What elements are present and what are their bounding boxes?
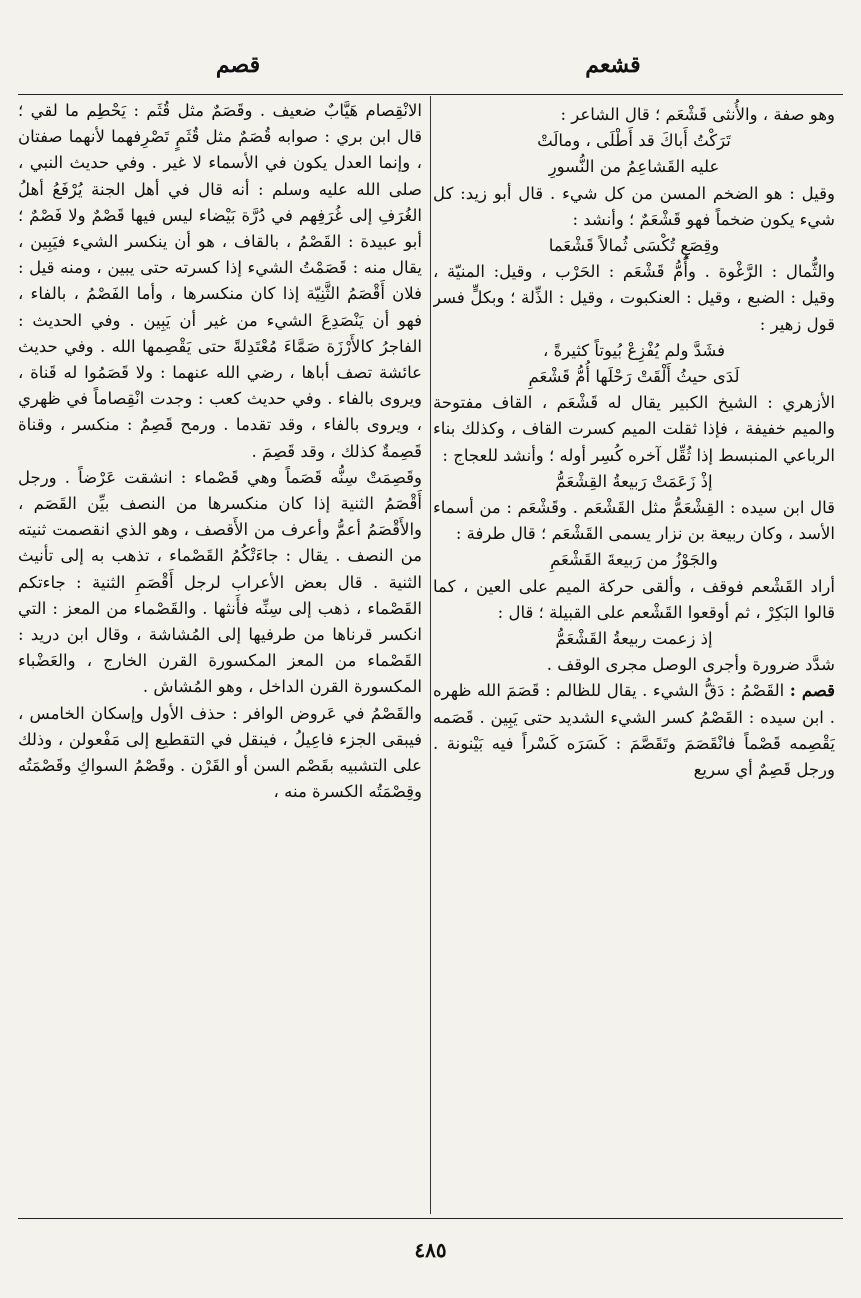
- verse-line: عليه القَشاعِمُ من النُّسورِ: [548, 157, 720, 177]
- text-paragraph: الأزهري : الشيخ الكبير يقال له قَشْعَم ، القاف مفتوحة والميم خفيفة ، فإذا ثقلت الميم كسرت القاف ، وكذلك بناء الرباعي المنبسط إذا ثُقِّل آخره كُسِر أوله ؛ وأنشد للعجاج :: [433, 393, 835, 465]
- right-column: [433, 96, 835, 1220]
- left-column: [18, 96, 422, 1216]
- verse-line: إذ زعمت ربيعةُ القَشْعَمُّ: [555, 629, 713, 649]
- text-paragraph: الانْقِصام هَيَّابٌ ضعيف . وقَصَمٌ مثل قُثَم : يَحْطِم ما لقي ؛ قال ابن بري : صوابه قُصَمٌ مثل قُثَمٍ تَصْرِفهما لأنهما صفتان ، وإنما العدل يكون في الأسماء لا غير . وفي حديث النبي ، صلى الله عليه وسلم : أنه قال في أهل الجنة يُرْفَعُ أهلُ الغُرَفِ إلى غُرَفِهم في دُرَّة بَيْضاء ليس فيها قَصْمٌ ولا فَصْمٌ ؛ أبو عبيدة : القَصْمُ ، بالقاف ، هو أن ينكسر الشيء فيَبِين ، يقال منه : قَصَمْتُ الشيء إذا كسرته حتى يبين ، ومنه قيل : فلان أَقْصَمُ الثَّنِيّة إذا كان منكسرها ، وأما الفَصْمُ ، بالفاء ، فهو أن يَنْصَدِعَ الشيء من غير أن يَبِين . وفي الحديث : الفاجرُ كالأَرْزَة صَمَّاءَ مُعْتَدِلةً حتى يَقْصِمها الله . وفي حديث عائشة تصف أباها ، رضي الله عنهما : ولا قَصَمُوا له قَناة ، ويروى بالفاء . وفي حديث كعب : وجدت انْقِصاماً في ظهري ، ويروى بالفاء ، وقد تقدما . ورمح قَصِمٌ : منكسر ، وقناة قَصِمةٌ كذلك ، وقد قَصِمَ .: [18, 101, 422, 461]
- entry-headword: قصم :: [789, 681, 835, 701]
- text-paragraph: قال ابن سيده : القِشْعَمُّ مثل القَشْعَم . وقَشْعَم : من أسماء الأسد ، وكان ربيعة بن نزار يسمى القَشْعَم ؛ قال طرفة :: [433, 498, 835, 544]
- page-header: [18, 42, 843, 95]
- left-running-headword: قصم: [215, 52, 261, 78]
- verse-line: فشَدَّ ولم يُفْزِعْ بُيوتاً كثيرةً ،: [543, 340, 725, 360]
- right-running-headword: قشعم: [585, 52, 641, 78]
- text-paragraph: أراد القَشْعم فوقف ، وألقى حركة الميم على العين ، كما قالوا البَكِرْ ، ثم أوقعوا القَشْعم على القبيلة ؛ قال :: [433, 576, 835, 622]
- page-number: ٤٨٥: [414, 1238, 447, 1262]
- footer-rule: [18, 1218, 843, 1221]
- text-columns: [18, 96, 843, 1214]
- verse-line: تَرَكْتُ أَباكَ قد أَطْلَى ، ومالَتْ: [537, 131, 731, 151]
- text-paragraph: والثُّمال : الرَّغْوة . وأُمُّ قَشْعَم : الحَرْب ، وقيل: المنيّة ، وقيل : الضبع ، وقيل : العنكبوت ، وقيل : الذِّلة ؛ وبكلٍّ فسر قول زهير :: [433, 262, 835, 334]
- verse-line: وقِصَعٍ تُكْسَى ثُمالاً قَشْعَما: [548, 236, 720, 256]
- entry-text: القَصْمُ : دَقُّ الشيء . يقال للظالم : قَصَمَ الله ظهره . ابن سيده : القَصْمُ كسر الشيء الشديد حتى يَبِين . قَصَمه يَقْصِمه قَصْماً فانْقَصَمَ وتَقَصَّمَ : كَسَرَه كَسْراً فيه بَيْنونة . ورجل قَصِمٌ أي سريع: [433, 681, 835, 780]
- text-paragraph: وهو صفة ، والأُنثى قَشْعَم ؛ قال الشاعر :: [560, 105, 835, 124]
- verse-line: والجَوْزُ من رَبيعةَ القَشْعَمِ: [550, 550, 718, 570]
- text-paragraph: وقَصِمَتْ سِنُّه قَصَماً وهي قَصْماء : انشقت عَرْضاً . ورجل أَقْصَمُ الثنية إذا كان منكسرها من النصف بيِّن القَصَم ، والأَقْصَمُ أعمُّ وأعرف من الأَقصف ، وهو الذي انقصمت ثنيته من النصف . يقال : جاءَتْكُمُ القَصْماء ، تذهب به إلى تأنيث الثنية . قال بعض الأعراب لرجل أَقْصَمِ الثنية : جاءتكم القَصْماء ، ذهب إلى سِنِّه فأَنثها . والقَصْماء من المعز : التي انكسر قرناها من طرفيها إلى المُشاشة ، وقال ابن دريد : القَصْماء من المعز المكسورة القرن الخارج ، والعَضْباء المكسورة القرن الداخل ، وهو المُشاش .: [18, 467, 422, 697]
- column-divider: [430, 96, 431, 1214]
- text-paragraph: شدَّد ضرورة وأجرى الوصل مجرى الوقف .: [546, 655, 835, 675]
- text-paragraph: وقيل : هو الضخم المسن من كل شيء . قال أبو زيد: كل شيء يكون ضخماً فهو قَشْعَمٌ ؛ وأنشد :: [433, 183, 835, 229]
- verse-line: إذْ زَعَمَتْ رَبيعةُ القِشْعَمُّ: [555, 471, 713, 491]
- verse-line: لَدَى حيثُ أَلْقَتْ رَحْلَها أُمُّ قَشْعَمِ: [528, 367, 740, 387]
- entry-paragraph: [433, 678, 835, 783]
- text-paragraph: والقَصْمُ في عَروض الوافر : حذف الأول وإسكان الخامس ، فيبقى الجزء فاعِيلُ ، فينقل في التقطيع إلى مَفْعولن ، وذلك على التشبيه بقَصْم السن أو القَرْن . وقَصْمُ السواكِ وقَصْمَتُه وقِصْمَتُه الكسرة منه ،: [18, 703, 422, 802]
